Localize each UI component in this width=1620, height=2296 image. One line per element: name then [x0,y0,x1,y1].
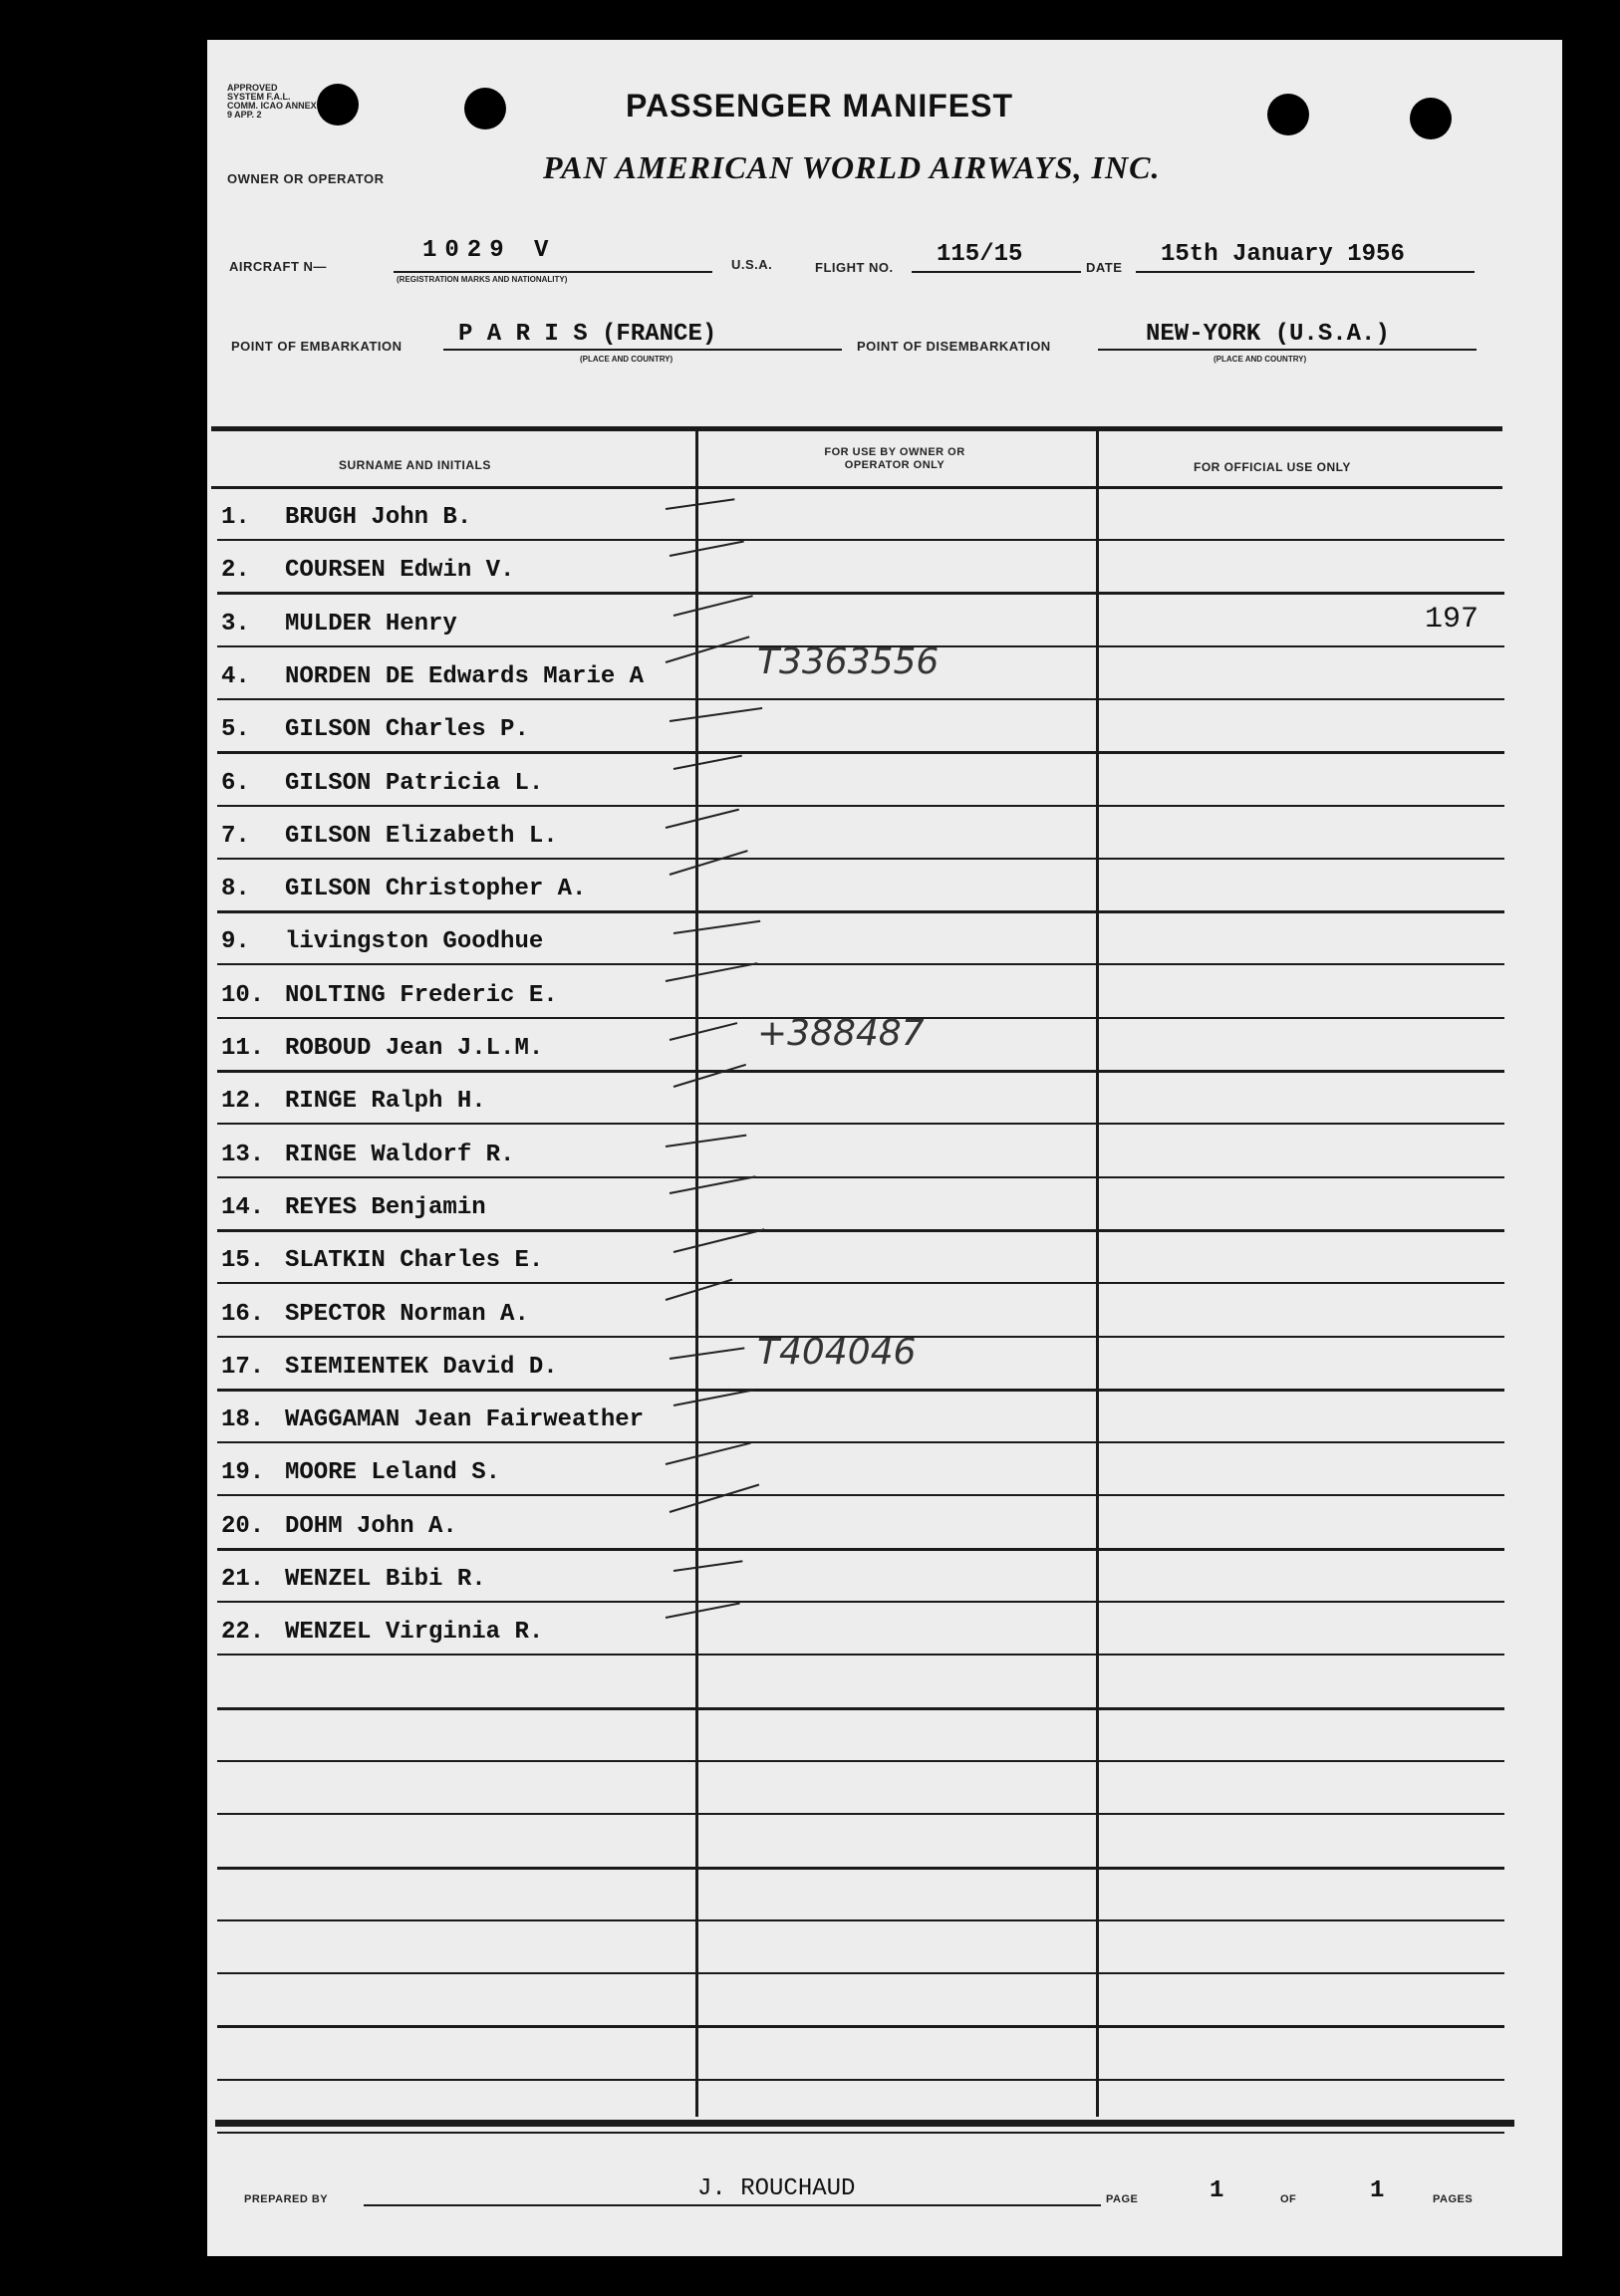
embark-underline [443,349,842,351]
passenger-number: 6. [221,770,250,797]
of-value: 1 [1370,2177,1385,2204]
passenger-number: 11. [221,1035,265,1062]
aircraft-value: 1029 V [422,237,557,264]
passenger-name: GILSON Charles P. [285,716,529,743]
passenger-number: 20. [221,1513,265,1540]
table-rule-line [217,1654,1504,1656]
punch-hole-left-2 [464,88,506,129]
table-rule-line [217,1867,1504,1870]
passenger-name: GILSON Patricia L. [285,770,544,797]
table-rule-line [217,539,1504,541]
punch-hole-left-1 [317,84,359,126]
embark-caption: (PLACE AND COUNTRY) [580,355,674,364]
handwritten-note: +388487 [757,1013,925,1054]
owner-label: OWNER OR OPERATOR [227,171,385,186]
column-header-owner-use: FOR USE BY OWNER OR OPERATOR ONLY [824,446,965,471]
passenger-name: RINGE Waldorf R. [285,1142,515,1168]
passenger-name: COURSEN Edwin V. [285,557,515,584]
flight-label: FLIGHT NO. [815,260,894,275]
table-rule-line [217,1548,1504,1551]
owner-name: PAN AMERICAN WORLD AIRWAYS, INC. [543,149,1161,185]
table-rule-line [217,698,1504,700]
official-use-value: 197 [1425,603,1480,637]
table-rule-line [217,1919,1504,1921]
passenger-number: 16. [221,1301,265,1328]
disembark-underline [1098,349,1477,351]
handwritten-note: T404046 [757,1332,917,1373]
table-rule-line [217,1123,1504,1125]
table-rule-line [217,1441,1504,1443]
passenger-name: ROBOUD Jean J.L.M. [285,1035,544,1062]
passenger-name: MULDER Henry [285,611,457,638]
passenger-number: 15. [221,1247,265,1274]
column-header-surname: SURNAME AND INITIALS [339,458,491,472]
passenger-number: 14. [221,1194,265,1221]
flight-value: 115/15 [937,241,1023,268]
disembark-caption: (PLACE AND COUNTRY) [1214,355,1307,364]
passenger-name: GILSON Elizabeth L. [285,823,558,850]
passenger-name: SLATKIN Charles E. [285,1247,544,1274]
passenger-name: SIEMIENTEK David D. [285,1354,558,1381]
table-rule-line [217,963,1504,965]
flight-underline [912,271,1081,273]
passenger-name: WENZEL Virginia R. [285,1619,544,1646]
table-rule-line [217,1070,1504,1073]
passenger-number: 19. [221,1459,265,1486]
passenger-name: WENZEL Bibi R. [285,1566,486,1593]
page-value: 1 [1210,2177,1224,2204]
aircraft-underline [394,271,712,273]
passenger-number: 4. [221,663,250,690]
table-rule-line [217,592,1504,595]
date-underline [1136,271,1475,273]
table-rule-line [217,2132,1504,2134]
approval-stamp: APPROVED SYSTEM F.A.L. COMM. ICAO ANNEX 9 APP. 2 [227,83,317,120]
passenger-name: BRUGH John B. [285,504,472,531]
prepared-value: J. ROUCHAUD [697,2175,856,2202]
passenger-number: 12. [221,1088,265,1115]
column-divider-2 [1096,428,1099,2117]
column-header-official-use: FOR OFFICIAL USE ONLY [1194,460,1351,474]
passenger-number: 3. [221,611,250,638]
column-divider-1 [695,428,698,2117]
passenger-name: REYES Benjamin [285,1194,486,1221]
passenger-name: NORDEN DE Edwards Marie A [285,663,645,690]
pages-label: PAGES [1433,2193,1474,2205]
disembark-label: POINT OF DISEMBARKATION [857,339,1051,354]
passenger-number: 7. [221,823,250,850]
passenger-name: livingston Goodhue [285,928,544,955]
table-rule-line [217,1760,1504,1762]
table-rule-line [217,1601,1504,1603]
table-rule-line [217,805,1504,807]
passenger-number: 5. [221,716,250,743]
passenger-number: 21. [221,1566,265,1593]
of-label: OF [1280,2193,1297,2205]
passenger-number: 22. [221,1619,265,1646]
date-label: DATE [1086,260,1123,275]
handwritten-note: T3363556 [757,641,940,682]
passenger-name: MOORE Leland S. [285,1459,501,1486]
passenger-number: 1. [221,504,250,531]
passenger-number: 13. [221,1142,265,1168]
prepared-underline [364,2204,1101,2206]
table-rule-line [217,1707,1504,1710]
table-rule-line [217,1389,1504,1392]
punch-hole-right-1 [1267,94,1309,135]
passenger-name: NOLTING Frederic E. [285,982,558,1009]
table-header-rule [211,486,1502,489]
passenger-number: 17. [221,1354,265,1381]
passenger-name: DOHM John A. [285,1513,457,1540]
passenger-number: 8. [221,876,250,902]
aircraft-caption: (REGISTRATION MARKS AND NATIONALITY) [397,275,568,284]
table-rule-line [217,1813,1504,1815]
aircraft-label: AIRCRAFT N— [229,259,327,274]
table-rule-line [217,1282,1504,1284]
table-top-rule [211,426,1502,431]
table-rule-line [217,751,1504,754]
table-rule-line [217,1494,1504,1496]
table-rule-line [217,1229,1504,1232]
passenger-name: RINGE Ralph H. [285,1088,486,1115]
table-rule-line [217,2025,1504,2028]
embark-value: P A R I S (FRANCE) [458,321,717,348]
table-rule-line [217,1176,1504,1178]
usa-label: U.S.A. [731,257,773,272]
disembark-value: NEW-YORK (U.S.A.) [1146,321,1390,348]
table-bottom-rule [215,2120,1514,2127]
passenger-name: WAGGAMAN Jean Fairweather [285,1406,645,1433]
table-rule-line [217,2079,1504,2081]
passenger-name: SPECTOR Norman A. [285,1301,529,1328]
passenger-number: 9. [221,928,250,955]
prepared-label: PREPARED BY [244,2193,329,2205]
table-rule-line [217,858,1504,860]
page-title: PASSENGER MANIFEST [626,88,1013,124]
passenger-number: 10. [221,982,265,1009]
table-rule-line [217,910,1504,913]
passenger-name: GILSON Christopher A. [285,876,587,902]
passenger-number: 2. [221,557,250,584]
embark-label: POINT OF EMBARKATION [231,339,403,354]
passenger-number: 18. [221,1406,265,1433]
page-label: PAGE [1106,2193,1139,2205]
punch-hole-right-2 [1410,98,1452,139]
table-rule-line [217,1972,1504,1974]
date-value: 15th January 1956 [1161,241,1405,268]
